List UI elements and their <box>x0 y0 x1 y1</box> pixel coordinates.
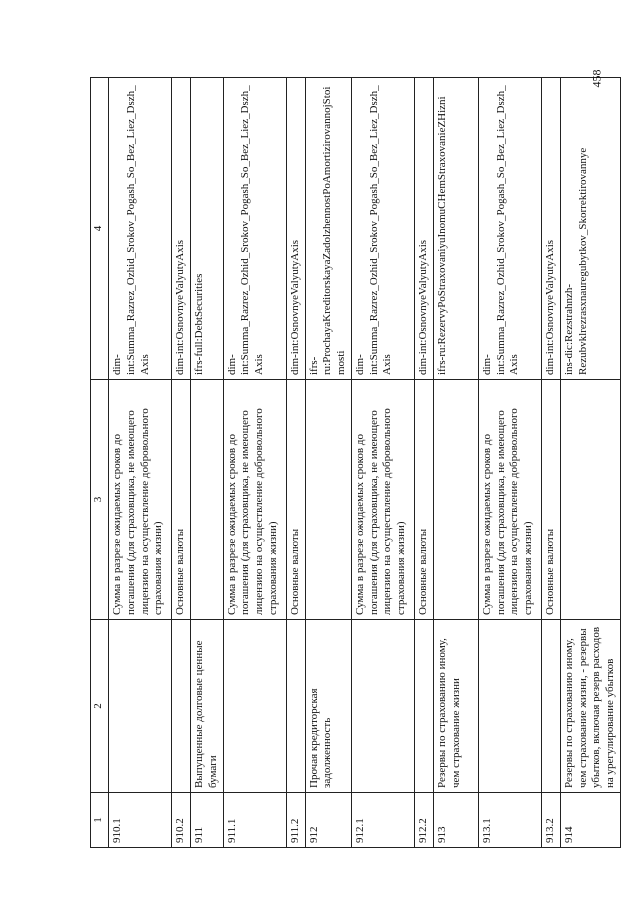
column-header-3: 3 <box>91 380 109 620</box>
row-code: 911 <box>191 793 224 848</box>
row-dimension: Основные валюты <box>172 380 191 620</box>
row-element: dim-int:Summa_Razrez_Ozhid_Srokov_Pogash_So_Bez_Liez_Dszh_Axis <box>478 78 541 380</box>
row-element: ifrs-ru:RezervyPoStraxovaniyuInomuCHemStraxovanieZHizni <box>433 78 478 380</box>
row-code: 912.2 <box>414 793 433 848</box>
row-dimension <box>433 380 478 620</box>
row-code: 914 <box>560 793 620 848</box>
table-row <box>478 78 541 848</box>
table-row <box>172 78 191 848</box>
row-dimension: Основные валюты <box>286 380 305 620</box>
row-name <box>286 620 305 793</box>
column-header-4: 4 <box>91 78 109 380</box>
table-row <box>414 78 433 848</box>
table-row <box>286 78 305 848</box>
row-code: 910.1 <box>109 793 172 848</box>
row-name <box>172 620 191 793</box>
row-dimension: Сумма в разрезе ожидаемых сроков до погашения (для страховщика, не имеющего лицензию на осуществление добровольного страхования жизни) <box>109 380 172 620</box>
row-element: dim-int:OsnovnyeValyutyAxis <box>286 78 305 380</box>
row-name <box>541 620 560 793</box>
row-code: 910.2 <box>172 793 191 848</box>
row-name <box>223 620 286 793</box>
table-row <box>560 78 620 848</box>
row-dimension <box>305 380 351 620</box>
row-name <box>351 620 414 793</box>
row-name <box>478 620 541 793</box>
row-element: dim-int:Summa_Razrez_Ozhid_Srokov_Pogash_So_Bez_Liez_Dszh_Axis <box>109 78 172 380</box>
row-dimension: Сумма в разрезе ожидаемых сроков до погашения (для страховщика, не имеющего лицензию на осуществление добровольного страхования жизни) <box>223 380 286 620</box>
row-code: 913.1 <box>478 793 541 848</box>
row-code: 912.1 <box>351 793 414 848</box>
row-element: dim-int:OsnovnyeValyutyAxis <box>172 78 191 380</box>
row-name: Выпущенные долговые ценные бумаги <box>191 620 224 793</box>
row-code: 911.2 <box>286 793 305 848</box>
row-dimension <box>191 380 224 620</box>
header-row <box>91 78 109 848</box>
table-row <box>109 78 172 848</box>
row-name <box>414 620 433 793</box>
row-element: dim-int:OsnovnyeValyutyAxis <box>414 78 433 380</box>
row-dimension: Основные валюты <box>414 380 433 620</box>
row-dimension: Основные валюты <box>541 380 560 620</box>
table-row <box>191 78 224 848</box>
row-element: ins-dic:Rezstrahnzh-Rezubvklrezrasxnauregubytkov_Skorrektirovannye <box>560 78 620 380</box>
row-element: dim-int:Summa_Razrez_Ozhid_Srokov_Pogash_So_Bez_Liez_Dszh_Axis <box>351 78 414 380</box>
row-code: 912 <box>305 793 351 848</box>
column-header-2: 2 <box>91 620 109 793</box>
row-dimension: Сумма в разрезе ожидаемых сроков до погашения (для страховщика, не имеющего лицензию на осуществление добровольного страхования жизни) <box>351 380 414 620</box>
row-element: ifrs-full:DebtSecurities <box>191 78 224 380</box>
row-code: 911.1 <box>223 793 286 848</box>
row-name: Резервы по страхованию иному, чем страхование жизни <box>433 620 478 793</box>
table-row <box>223 78 286 848</box>
table-row <box>305 78 351 848</box>
table-row <box>541 78 560 848</box>
table-row <box>351 78 414 848</box>
row-element: dim-int:OsnovnyeValyutyAxis <box>541 78 560 380</box>
row-code: 913.2 <box>541 793 560 848</box>
row-dimension: Сумма в разрезе ожидаемых сроков до погашения (для страховщика, не имеющего лицензию на осуществление добровольного страхования жизни) <box>478 380 541 620</box>
row-element: ifrs-ru:ProchayaKreditorskayaZadolzhennostPoAmortizirovannojStoimosti <box>305 78 351 380</box>
row-name: Прочая кредиторская задолженность <box>305 620 351 793</box>
page-number: 458 <box>589 69 604 88</box>
table-row <box>433 78 478 848</box>
column-header-1: 1 <box>91 793 109 848</box>
row-code: 913 <box>433 793 478 848</box>
row-name <box>109 620 172 793</box>
row-name: Резервы по страхованию иному, чем страхование жизни, - резервы убытков, включая резерв расходов на урегулирование убытков <box>560 620 620 793</box>
data-table <box>90 77 621 848</box>
row-element: dim-int:Summa_Razrez_Ozhid_Srokov_Pogash_So_Bez_Liez_Dszh_Axis <box>223 78 286 380</box>
row-dimension <box>560 380 620 620</box>
